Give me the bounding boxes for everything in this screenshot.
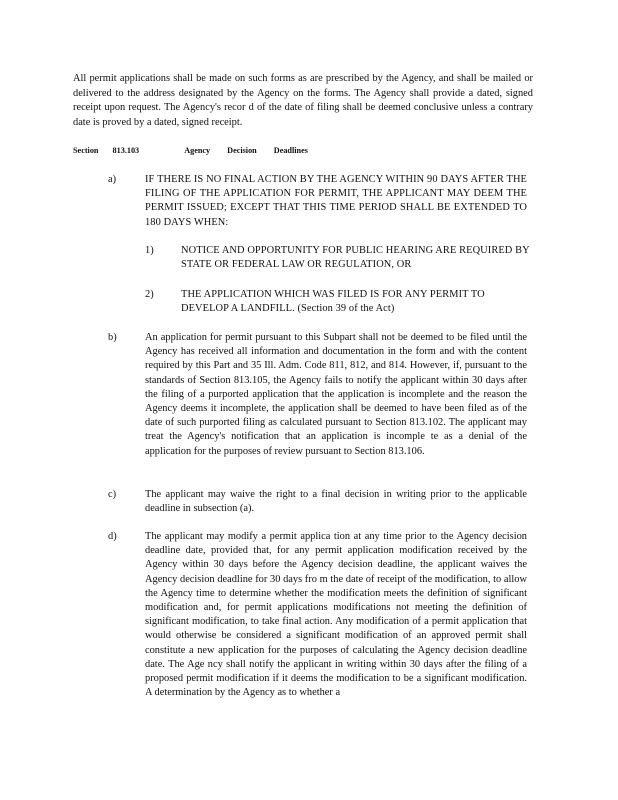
item-label: b) bbox=[108, 332, 117, 343]
sub-item-label: 2) bbox=[145, 289, 154, 300]
item-text: IF THERE IS NO FINAL ACTION BY THE AGENCY WITHIN 90 DAYS AFTER THE FILING OF THE APPLICATION FOR PERMIT, THE APPLICANT MAY DEEM THE PERMIT ISSUED; EXCEPT THAT THIS TIME PERIOD SHALL BE EXTENDED TO 180 DAYS WHEN: bbox=[145, 174, 527, 228]
section-title-word-2: Decision bbox=[227, 146, 257, 155]
item-label: a) bbox=[108, 174, 117, 185]
section-title-word-1: Agency bbox=[184, 146, 211, 155]
item-text: The applicant may waive the right to a final decision in writing prior to the applicable deadline in subsection (a). bbox=[145, 489, 527, 515]
item-text: The applicant may modify a permit applica tion at any time prior to the Agency decision deadline date, provided that, for any permit application modification received by the Agency within 30 days before the Agency decision deadline, the applicant waives the Agency decision deadline for 30 days fro m the date of receipt of the modification, to allow the Agency time to determine whether the modification meets the definition of significant modification and, for permit applications modifications not meeting the definition of significant modification, to take final action. Any modification of a permit application that would otherwise be considered a significant modification of an approved permit shall constitute a new application for the purposes of calculating the Agency decision deadline date. The Age ncy shall notify the applicant in writing within 30 days after the filing of a proposed permit modification if it deems the modification to be a significant modification. A determination by the Agency as to whether a bbox=[145, 531, 527, 699]
section-title-word-3: Deadlines bbox=[273, 146, 308, 155]
section-number: 813.103 bbox=[112, 146, 140, 155]
intro-paragraph: All permit applications shall be made on such forms as are prescribed by the Agency, and shall be mailed or delivered to the address designated by the Agency on the forms. The Agency shall provide a dated, signed receipt upon request. The Agency's recor d of the date of filing shall be deemed conclusive unless a contrary date is proved by a dated, signed receipt. bbox=[73, 73, 533, 128]
sub-item-label: 1) bbox=[145, 245, 154, 256]
item-label: d) bbox=[108, 531, 117, 542]
item-label: c) bbox=[108, 489, 117, 500]
section-label: Section bbox=[73, 146, 99, 155]
section-heading bbox=[73, 146, 308, 155]
sub-item-text: NOTICE AND OPPORTUNITY FOR PUBLIC HEARING ARE REQUIRED BY STATE OR FEDERAL LAW OR REGULATION, OR bbox=[181, 245, 530, 271]
item-text: An application for permit pursuant to this Subpart shall not be deemed to be filed until the Agency has received all information and documentation in the form and with the content required by this Part and 35 Ill. Adm. Code 811, 812, and 814. However, if, pursuant to the standards of Section 813.105, the Agency fails to notify the applicant within 30 days after the filing of a purported application that the application is incomplete and the reason the Agency deems it incomplete, the application shall be deemed to have been filed as of the date of such purported filing as calculated pursuant to Section 813.102. The applicant may treat the Agency's notification that an application is incomple te as a denial of the application for the purposes of review pursuant to Section 813.106. bbox=[145, 332, 527, 457]
sub-item-text: THE APPLICATION WHICH WAS FILED IS FOR ANY PERMIT TO DEVELOP A LANDFILL. (Section 39 of the Act) bbox=[181, 289, 485, 315]
